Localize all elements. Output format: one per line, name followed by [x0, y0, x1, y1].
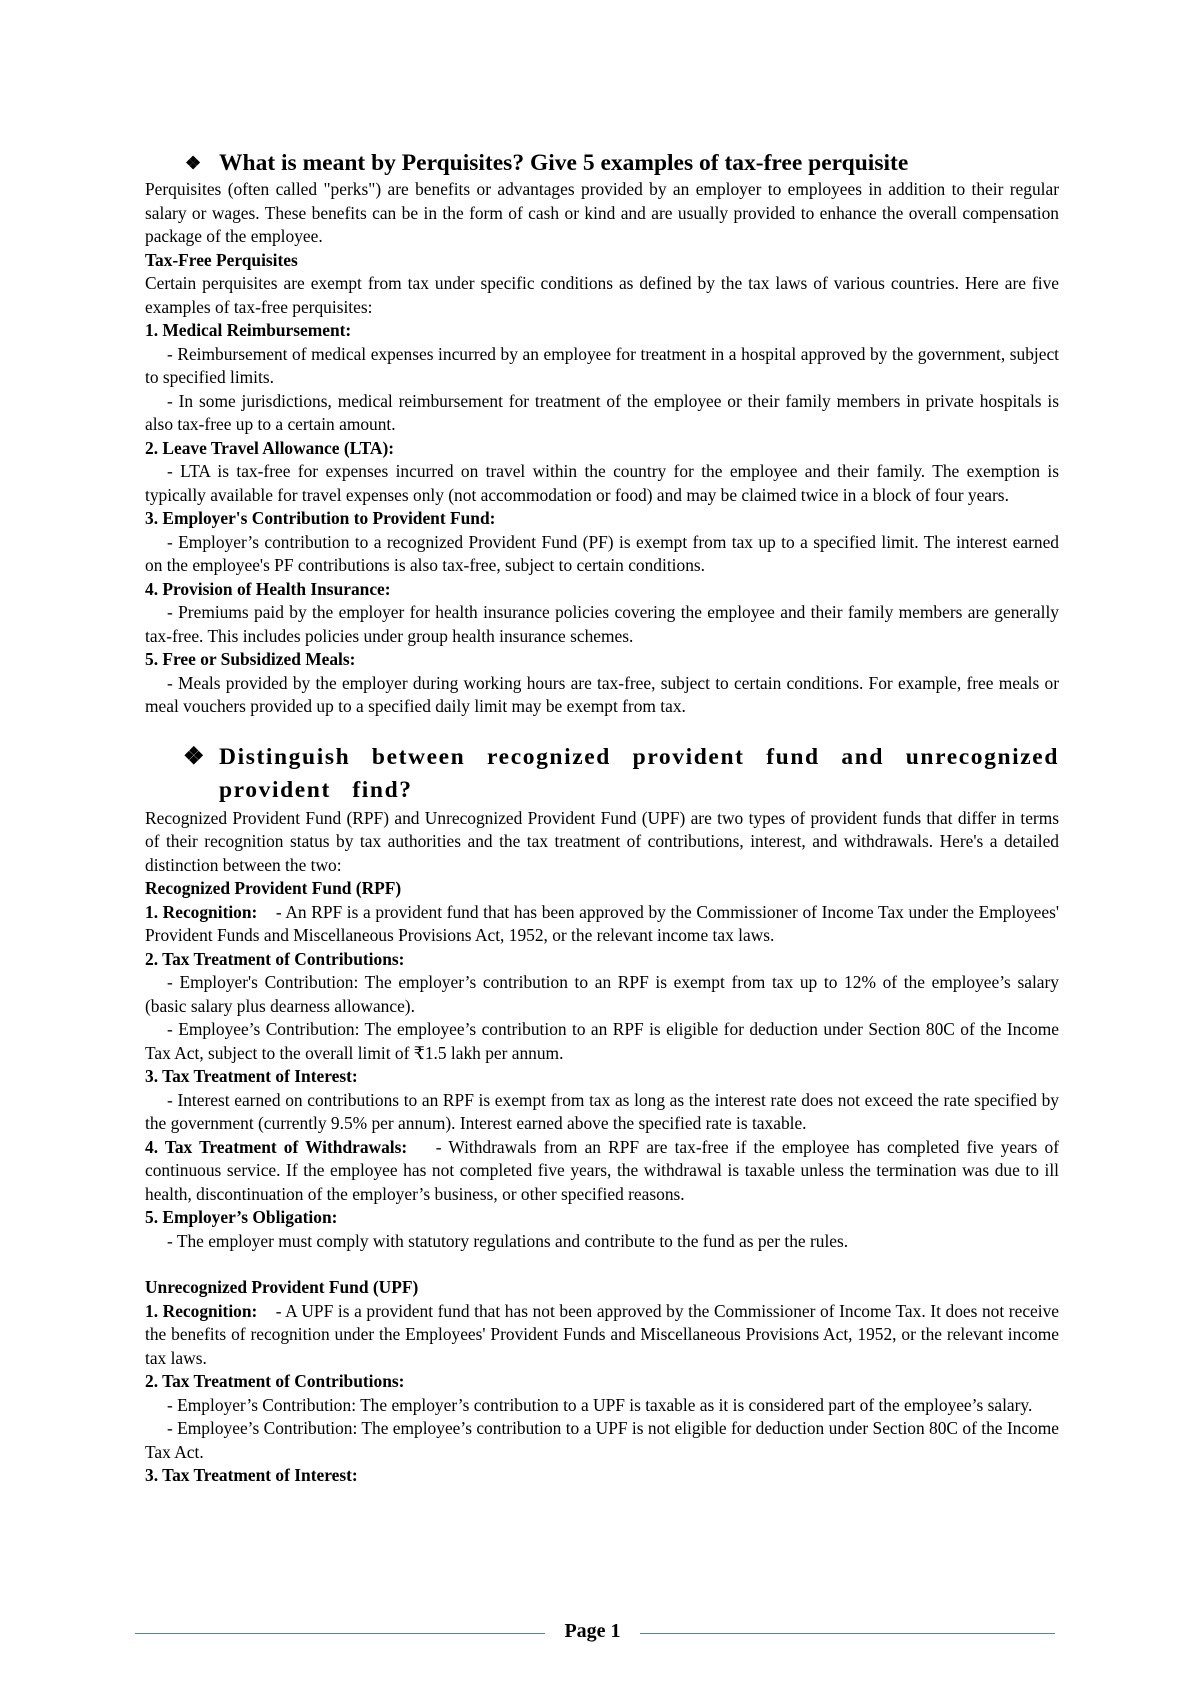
paragraph: Perquisites (often called "perks") are benefits or advantages provided by an employer to employees in addition to their regular salary or wages. These benefits can be in the form of cash or kind and are usually provided to enhance the overall compensation package of the employee. — [145, 179, 1059, 246]
list-item-text: - Employee’s Contribution: The employee’s contribution to an RPF is eligible for deduction under Section 80C of the Income Tax Act, subject to the overall limit of ₹1.5 lakh per annum. — [145, 1019, 1059, 1063]
list-item-text: - A UPF is a provident fund that has not been approved by the Commissioner of Income Tax. It does not receive the benefits of recognition under the Employees' Provident Funds and Miscellaneous Provisions Act, 1952, or the relevant income tax laws. — [145, 1300, 1060, 1368]
section-heading-text: Distinguish between recognized provident fund and unrecognized provident find? — [219, 743, 1059, 803]
section-heading-text: What is meant by Perquisites? Give 5 examples of tax-free perquisite — [219, 150, 909, 176]
list-item-text: - Employer’s contribution to a recognized Provident Fund (PF) is exempt from tax up to a specified limit. The interest earned on the employee's PF contributions is also tax-free, subject to certain conditions. — [145, 531, 1059, 575]
list-item-title: 2. Tax Treatment of Contributions: — [145, 1371, 405, 1391]
list-item-text: - Employee’s Contribution: The employee’s contribution to a UPF is not eligible for deduction under Section 80C of the Income Tax Act. — [145, 1418, 1059, 1462]
list-item-title: 2. Tax Treatment of Contributions: — [145, 948, 405, 969]
footer-divider — [135, 1633, 545, 1634]
section-heading-provident-fund — [183, 741, 1059, 807]
list-item-text: - Meals provided by the employer during working hours are tax-free, subject to certain conditions. For example, free meals or meal vouchers provided up to a specified daily limit may be exempt from tax. — [145, 672, 1059, 716]
list-item-title: 1. Recognition: — [145, 901, 258, 922]
subheading: Unrecognized Provident Fund (UPF) — [145, 1277, 419, 1297]
list-item-title: 4. Provision of Health Insurance: — [145, 578, 391, 599]
list-item-text: - The employer must comply with statutory regulations and contribute to the fund as per the rules. — [167, 1230, 849, 1251]
page-footer — [135, 1618, 1055, 1648]
list-item-title: 4. Tax Treatment of Withdrawals: — [145, 1136, 408, 1157]
list-item-title: 1. Medical Reimbursement: — [145, 320, 352, 340]
list-item-title: 2. Leave Travel Allowance (LTA): — [145, 437, 395, 458]
diamond-bullet-icon: ❖ — [185, 153, 202, 173]
list-item-text: - In some jurisdictions, medical reimbursement for treatment of the employee or their family members in private hospitals is also tax-free up to a certain amount. — [145, 390, 1059, 434]
footer-divider — [640, 1633, 1055, 1634]
list-item-text: - Withdrawals from an RPF are tax-free if the employee has completed five years of continuous service. If the employee has not completed five years, the withdrawal is taxable unless the termination was due to ill health, discontinuation of the employer’s business, or other specified reasons. — [145, 1136, 1060, 1204]
subheading: Recognized Provident Fund (RPF) — [145, 878, 402, 898]
subheading: Tax-Free Perquisites — [145, 249, 298, 270]
list-item-title: 5. Free or Subsidized Meals: — [145, 649, 356, 669]
paragraph: Certain perquisites are exempt from tax under specific conditions as defined by the tax laws of various countries. Here are five examples of tax-free perquisites: — [145, 273, 1059, 317]
list-item-text: - LTA is tax-free for expenses incurred on travel within the country for the employee and their family. The exemption is typically available for travel expenses only (not accommodation or food) and may be claimed twice in a block of four years. — [145, 461, 1059, 505]
page-number: Page 1 — [564, 1620, 621, 1642]
list-item-title: 1. Recognition: — [145, 1300, 258, 1321]
list-item-text: - Premiums paid by the employer for health insurance policies covering the employee and their family members are generally tax-free. This includes policies under group health insurance schemes. — [145, 602, 1059, 646]
list-item-text: - An RPF is a provident fund that has been approved by the Commissioner of Income Tax under the Employees' Provident Funds and Miscellaneous Provisions Act, 1952, or the relevant income tax laws. — [145, 901, 1060, 945]
list-item-text: - Interest earned on contributions to an RPF is exempt from tax as long as the interest rate does not exceed the rate specified by the government (currently 9.5% per annum). Interest earned above the specified rate is taxable. — [145, 1089, 1059, 1133]
list-item-title: 3. Tax Treatment of Interest: — [145, 1066, 358, 1086]
diamond-bullet-icon: ❖ — [183, 743, 205, 770]
list-item-title: 3. Tax Treatment of Interest: — [145, 1465, 358, 1485]
document-page — [145, 148, 1059, 1488]
section-heading-perquisites — [185, 148, 1059, 178]
list-item-text: - Employer's Contribution: The employer’s contribution to an RPF is exempt from tax up to 12% of the employee’s salary (basic salary plus dearness allowance). — [145, 972, 1059, 1016]
list-item-title: 5. Employer’s Obligation: — [145, 1207, 338, 1227]
list-item-text: - Reimbursement of medical expenses incurred by an employee for treatment in a hospital approved by the government, subject to specified limits. — [145, 343, 1059, 387]
list-item-title: 3. Employer's Contribution to Provident Fund: — [145, 508, 496, 528]
list-item-text: - Employer’s Contribution: The employer’s contribution to a UPF is taxable as it is considered part of the employee’s salary. — [167, 1394, 1033, 1415]
paragraph: Recognized Provident Fund (RPF) and Unrecognized Provident Fund (UPF) are two types of provident funds that differ in terms of their recognition status by tax authorities and the tax treatment of contributions, interest, and withdrawals. Here's a detailed distinction between the two: — [145, 807, 1059, 875]
